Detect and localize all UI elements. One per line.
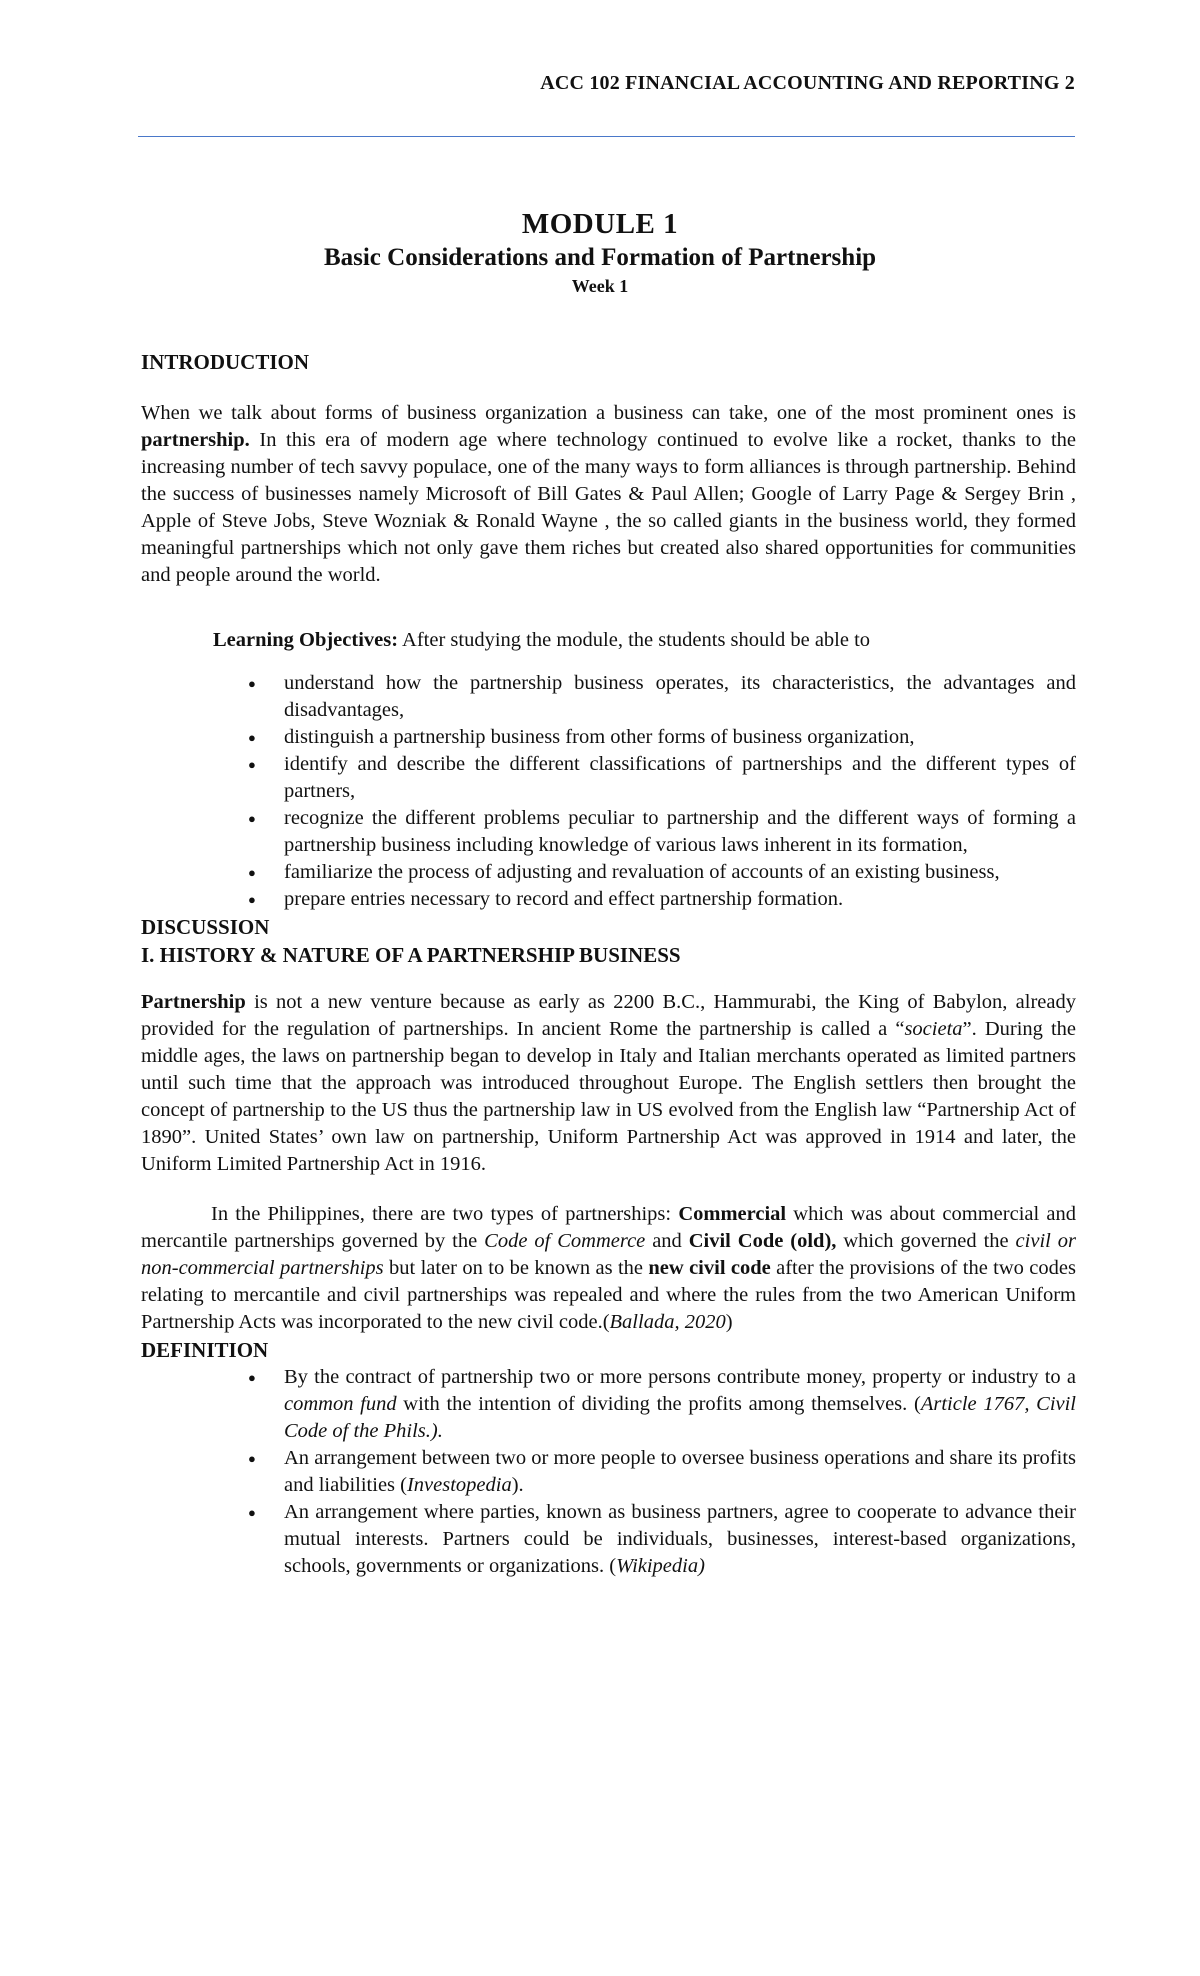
- list-item: ● recognize the different problems peculiar to partnership and the different ways of forming a partnership business including knowledge of various laws inherent in its formation,: [248, 807, 1076, 856]
- objectives-list: [141, 670, 1076, 913]
- introduction-paragraph: When we talk about forms of business organization a business can take, one of the most prominent ones is partnership. In this era of modern age where technology continued to evolve like a rocket, thanks to the increasing number of tech savvy populace, one of the many ways to form alliances is through partnership. Behind the success of businesses namely Microsoft of Bill Gates & Paul Allen; Google of Larry Page & Sergey Brin , Apple of Steve Jobs, Steve Wozniak & Ronald Wayne , the so called giants in the business world, they formed meaningful partnerships which not only gave them riches but created also shared opportunities for communities and people around the world.: [141, 402, 1076, 586]
- bullet-icon: ●: [248, 865, 256, 880]
- list-item: ● prepare entries necessary to record and effect partnership formation.: [284, 886, 1076, 913]
- bullet-icon: ●: [248, 1370, 256, 1385]
- discussion-heading: DISCUSSION: [141, 915, 270, 939]
- list-item: ● distinguish a partnership business from other forms of business organization,: [284, 724, 1076, 751]
- list-item: ● familiarize the process of adjusting and revaluation of accounts of an existing business,: [284, 859, 1076, 886]
- module-title-block: [0, 206, 1200, 298]
- introduction-heading: INTRODUCTION: [141, 350, 310, 374]
- module-title: MODULE 1: [521, 208, 679, 240]
- bullet-icon: ●: [248, 730, 256, 745]
- course-header: ACC 102 FINANCIAL ACCOUNTING AND REPORTING 2: [540, 72, 1075, 94]
- bullet-icon: ●: [248, 892, 256, 907]
- definition-list: [141, 1364, 1076, 1580]
- document-body: [141, 348, 1076, 1580]
- bullet-icon: ●: [248, 811, 256, 826]
- bullet-icon: ●: [248, 757, 256, 772]
- module-week: Week 1: [571, 276, 629, 296]
- list-item: ● By the contract of partnership two or more persons contribute money, property or industry to a common fund with the intention of dividing the profits among themselves. (Article 1767, Civil Code of the Phils.).: [248, 1366, 1077, 1442]
- history-section-heading: I. HISTORY & NATURE OF A PARTNERSHIP BUSINESS: [141, 943, 681, 967]
- learning-objectives-intro: Learning Objectives: After studying the module, the students should be able to: [213, 629, 871, 651]
- list-item: ● An arrangement where parties, known as business partners, agree to cooperate to advance their mutual interests. Partners could be individuals, businesses, interest-based organizations, schools, governments or organizations. (Wikipedia): [248, 1501, 1076, 1577]
- header-rule: [138, 136, 1075, 137]
- learning-objectives-label: Learning Objectives:: [213, 629, 399, 651]
- list-item: ● understand how the partnership business operates, its characteristics, the advantages and disadvantages,: [248, 672, 1076, 721]
- module-subtitle: Basic Considerations and Formation of Partnership: [323, 244, 877, 271]
- bullet-icon: ●: [248, 1451, 256, 1466]
- definition-heading: DEFINITION: [141, 1338, 269, 1362]
- bullet-icon: ●: [248, 1505, 256, 1520]
- bullet-icon: ●: [248, 676, 256, 691]
- list-item: ● An arrangement between two or more people to oversee business operations and share its profits and liabilities (Investopedia).: [248, 1447, 1076, 1496]
- list-item: ● identify and describe the different classifications of partnerships and the different types of partners,: [248, 753, 1076, 802]
- philippines-paragraph: In the Philippines, there are two types of partnerships: Commercial which was about commercial and mercantile partnerships governed by the Code of Commerce and Civil Code (old), which governed the civil or non-commercial partnerships but later on to be known as the new civil code after the provisions of the two codes relating to mercantile and civil partnerships was repealed and where the rules from the two American Uniform Partnership Acts was incorporated to the new civil code.(Ballada, 2020): [141, 1203, 1076, 1333]
- history-paragraph: Partnership is not a new venture because as early as 2200 B.C., Hammurabi, the King of Babylon, already provided for the regulation of partnerships. In ancient Rome the partnership is called a “societa”. During the middle ages, the laws on partnership began to develop in Italy and Italian merchants operated as limited partners until such time that the approach was introduced throughout Europe. The English settlers then brought the concept of partnership to the US thus the partnership law in US evolved from the English law “Partnership Act of 1890”. United States’ own law on partnership, Uniform Partnership Act was approved in 1914 and later, the Uniform Limited Partnership Act in 1916.: [141, 991, 1076, 1175]
